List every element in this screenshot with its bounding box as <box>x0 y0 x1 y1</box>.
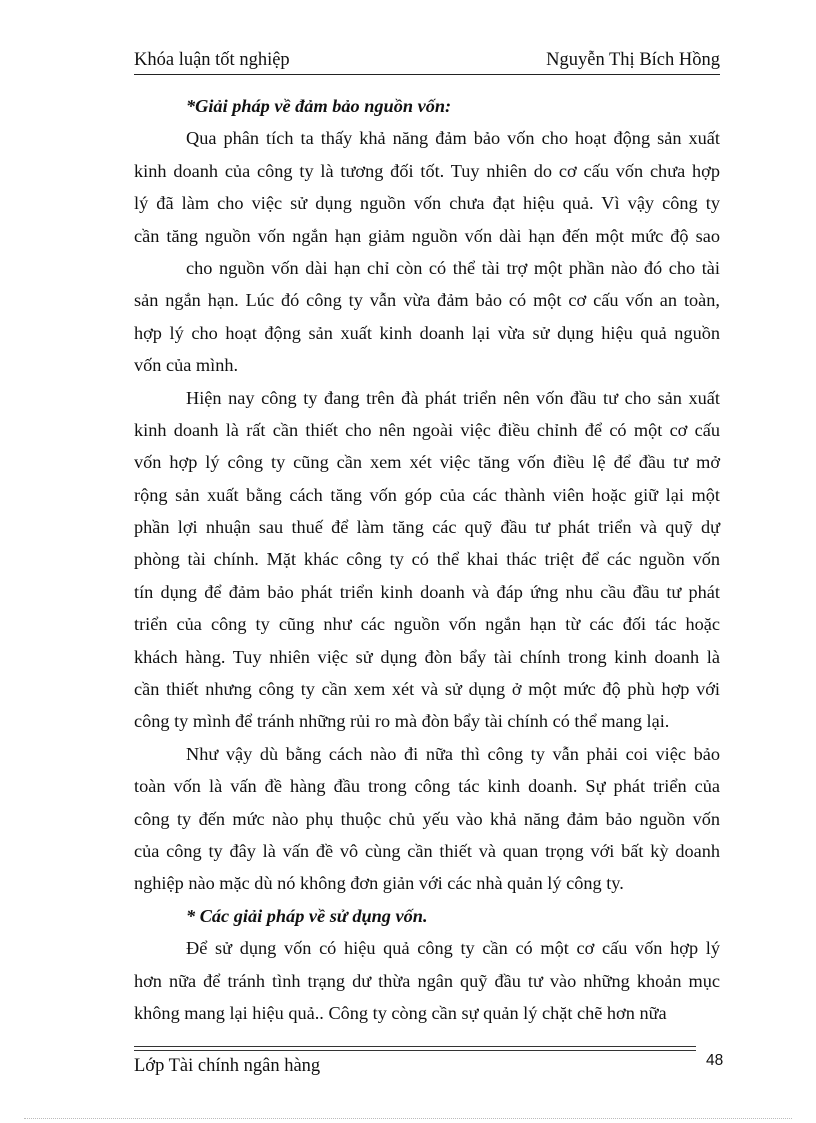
paragraph-line: tín dụng để đảm bảo phát triển kinh doanh và đáp ứng nhu cầu đầu tư phát <box>134 581 720 602</box>
paragraph-line: công ty đến mức nào phụ thuộc chủ yếu vào khả năng đảm bảo nguồn vốn <box>134 808 720 829</box>
paragraph-line: Hiện nay công ty đang trên đà phát triển nên vốn đầu tư cho sản xuất <box>186 387 720 408</box>
paragraph-line: Qua phân tích ta thấy khả năng đảm bảo vốn cho hoạt động sản xuất <box>186 128 720 149</box>
paragraph-line: kinh doanh của công ty là tương đối tốt. Tuy nhiên do cơ cấu vốn chưa hợp <box>134 160 720 181</box>
footer-double-rule <box>134 1046 696 1051</box>
paragraph-line: Như vậy dù bằng cách nào đi nữa thì công ty vẫn phải coi việc bảo <box>186 743 720 764</box>
paragraph-line: vốn của mình. <box>134 355 239 376</box>
page-bottom-dotted-divider <box>24 1118 792 1119</box>
paragraph-line: sản ngắn hạn. Lúc đó công ty vẫn vừa đảm bảo có một cơ cấu vốn an toàn, <box>134 290 720 311</box>
page-number: 48 <box>706 1052 724 1069</box>
paragraph-line: phòng tài chính. Mặt khác công ty có thể khai thác triệt để các nguồn vốn <box>134 549 720 570</box>
section-heading-capital-assurance: *Giải pháp về đảm bảo nguồn vốn: <box>186 96 452 116</box>
footer-class-name: Lớp Tài chính ngân hàng <box>134 1056 321 1076</box>
paragraph-line: công ty mình để tránh những rủi ro mà đòn bẩy tài chính có thể mang lại. <box>134 711 670 732</box>
paragraph-line: lý đã làm cho việc sử dụng nguồn vốn chưa đạt hiệu quả. Vì vậy công ty <box>134 193 720 214</box>
paragraph-line: không mang lại hiệu quả.. Công ty còng cần sự quản lý chặt chẽ hơn nữa <box>134 1002 667 1023</box>
paragraph-line: toàn vốn là vấn đề hàng đầu trong công tác kinh doanh. Sự phát triển của <box>134 776 720 797</box>
paragraph-line: hơn nữa để tránh tình trạng dư thừa ngân quỹ đầu tư vào những khoản mục <box>134 970 720 991</box>
paragraph-line: khách hàng. Tuy nhiên việc sử dụng đòn bẩy tài chính trong kinh doanh là <box>134 646 720 667</box>
paragraph-line: cần thiết nhưng công ty cần xem xét và sử dụng ở một mức độ phù hợp với <box>134 679 720 700</box>
paragraph-line: hợp lý cho hoạt động sản xuất kinh doanh lại vừa sử dụng hiệu quả nguồn <box>134 322 720 343</box>
paragraph-line: triển của công ty cũng như các nguồn vốn ngắn hạn từ các đối tác hoặc <box>134 614 720 635</box>
header-author-name: Nguyễn Thị Bích Hồng <box>546 50 720 70</box>
page-header <box>134 48 720 75</box>
paragraph-line: cần tăng nguồn vốn ngắn hạn giảm nguồn vốn dài hạn đến một mức độ sao <box>134 225 720 246</box>
paragraph-line: vốn hợp lý công ty cũng cần xem xét việc tăng vốn điều lệ để đầu tư mở <box>134 452 720 473</box>
paragraph-line: phần lợi nhuận sau thuế để làm tăng các quỹ đầu tư phát triển và quỹ dự <box>134 517 720 538</box>
paragraph-line: nghiệp nào mặc dù nó không đơn giản với các nhà quản lý công ty. <box>134 873 624 894</box>
paragraph-line: kinh doanh là rất cần thiết cho nên ngoài việc điều chỉnh để có một cơ cấu <box>134 419 720 440</box>
section-heading-capital-usage: * Các giải pháp về sử dụng vốn. <box>186 905 428 926</box>
page-body <box>134 90 720 1029</box>
paragraph-line: rộng sản xuất bằng cách tăng vốn góp của các thành viên hoặc giữ lại một <box>134 484 720 505</box>
paragraph-line: Để sử dụng vốn có hiệu quả công ty cần có một cơ cấu vốn hợp lý <box>186 938 720 959</box>
paragraph-line: của công ty đây là vấn đề vô cùng cần thiết và quan trọng với bất kỳ doanh <box>134 840 720 861</box>
header-thesis-title: Khóa luận tốt nghiệp <box>134 50 290 70</box>
paragraph-line: cho nguồn vốn dài hạn chỉ còn có thể tài trợ một phần nào đó cho tài <box>186 257 720 278</box>
